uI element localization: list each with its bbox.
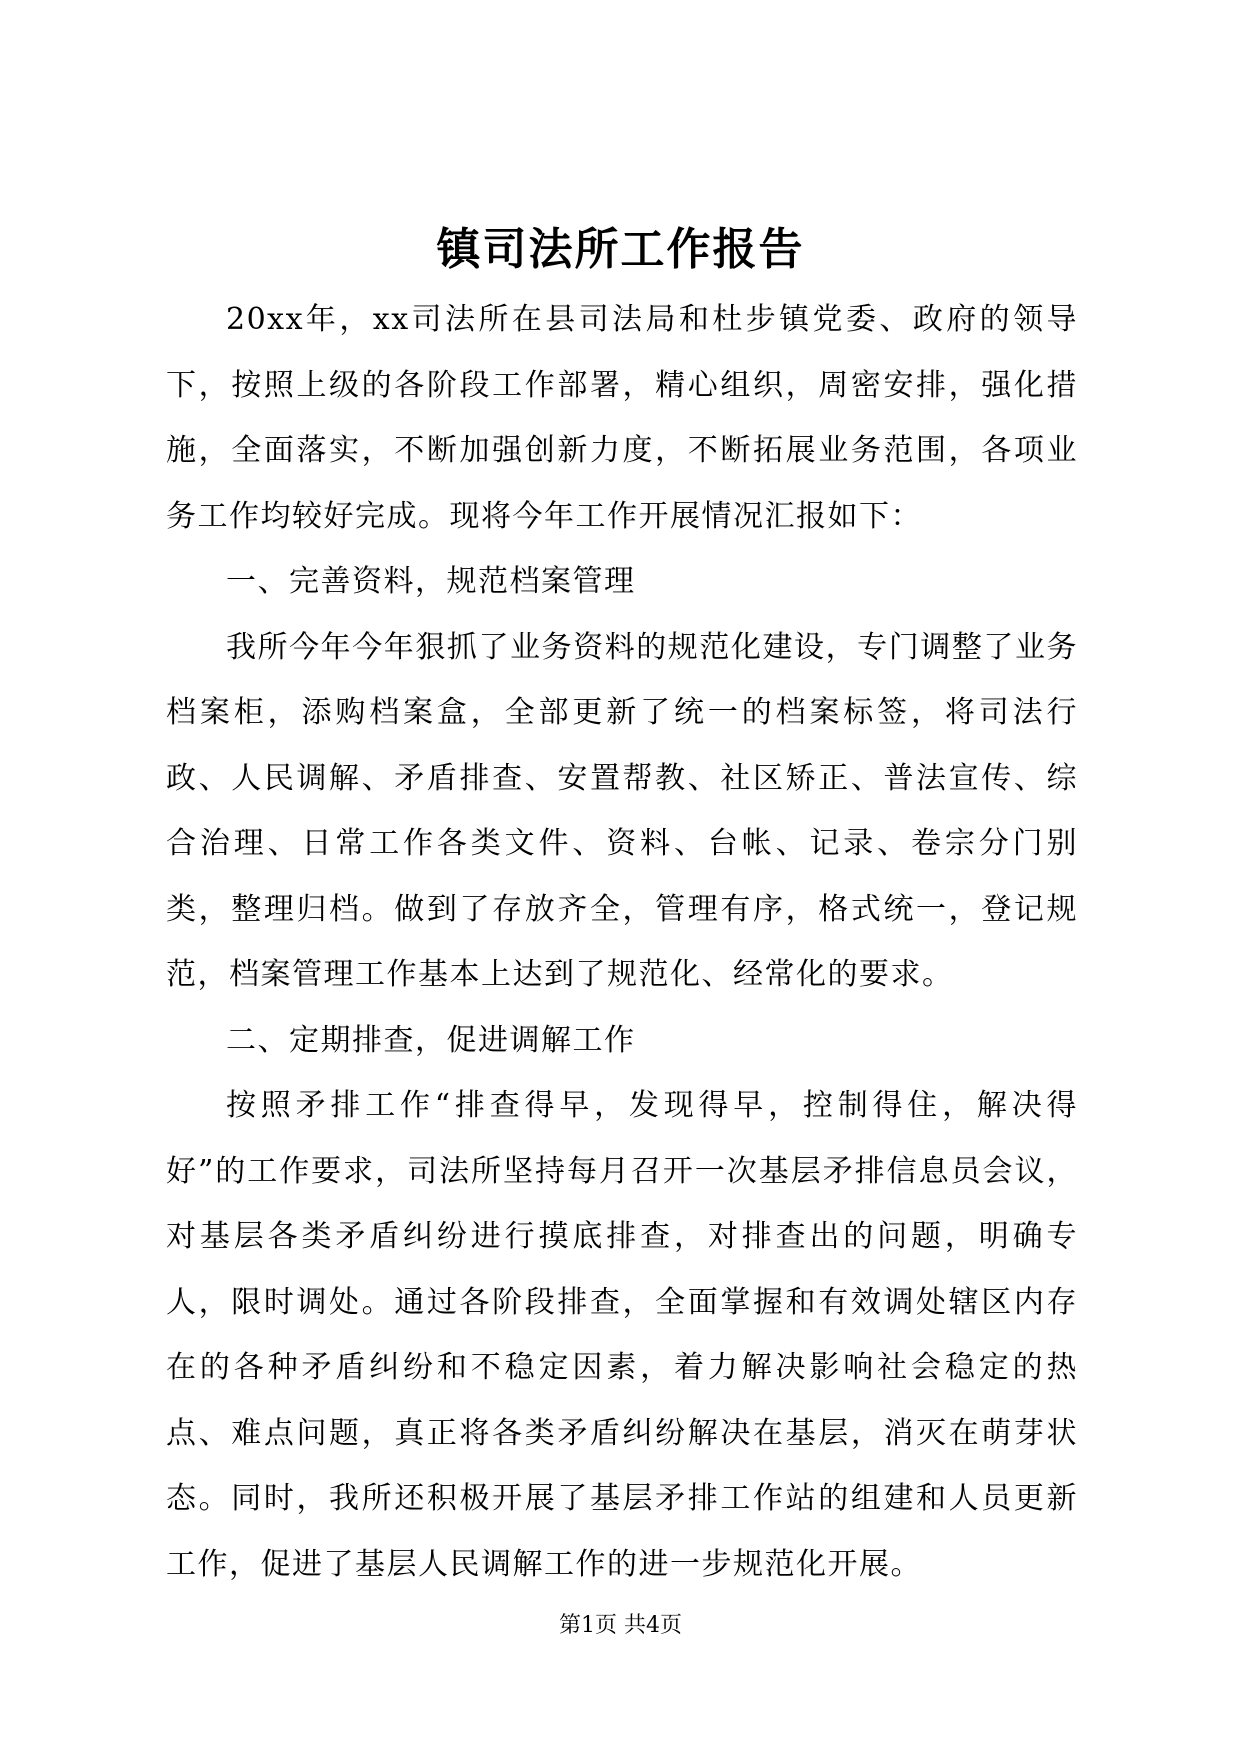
document-title: 镇司法所工作报告 [436, 224, 805, 275]
intro-paragraph: 20xx年，xx司法所在县司法局和杜步镇党委、政府的领导下，按照上级的各阶段工作部署，精心组织，周密安排，强化措施，全面落实，不断加强创新力度，不断拓展业务范围，各项业务工作均较好完成。现将今年工作开展情况汇报如下： [166, 302, 1078, 534]
document-body [166, 287, 1078, 1597]
page-footer: 第1页 共4页 [559, 1613, 682, 1638]
section-heading-1: 一、完善资料，规范档案管理 [226, 564, 636, 599]
section-paragraph-2: 按照矛排工作“排查得早，发现得早，控制得住，解决得好”的工作要求，司法所坚持每月召开一次基层矛排信息员会议，对基层各类矛盾纠纷进行摸底排查，对排查出的问题，明确专人，限时调处。通过各阶段排查，全面掌握和有效调处辖区内存在的各种矛盾纠纷和不稳定因素，着力解决影响社会稳定的热点、难点问题，真正将各类矛盾纠纷解决在基层，消灭在萌芽状态。同时，我所还积极开展了基层矛排工作站的组建和人员更新工作，促进了基层人民调解工作的进一步规范化开展。 [166, 1088, 1078, 1582]
section-paragraph-1: 我所今年今年狠抓了业务资料的规范化建设，专门调整了业务档案柜，添购档案盒，全部更新了统一的档案标签，将司法行政、人民调解、矛盾排查、安置帮教、社区矫正、普法宣传、综合治理、日常工作各类文件、资料、台帐、记录、卷宗分门别类，整理归档。做到了存放齐全，管理有序，格式统一，登记规范，档案管理工作基本上达到了规范化、经常化的要求。 [166, 629, 1078, 992]
section-heading-2: 二、定期排查，促进调解工作 [226, 1022, 636, 1058]
